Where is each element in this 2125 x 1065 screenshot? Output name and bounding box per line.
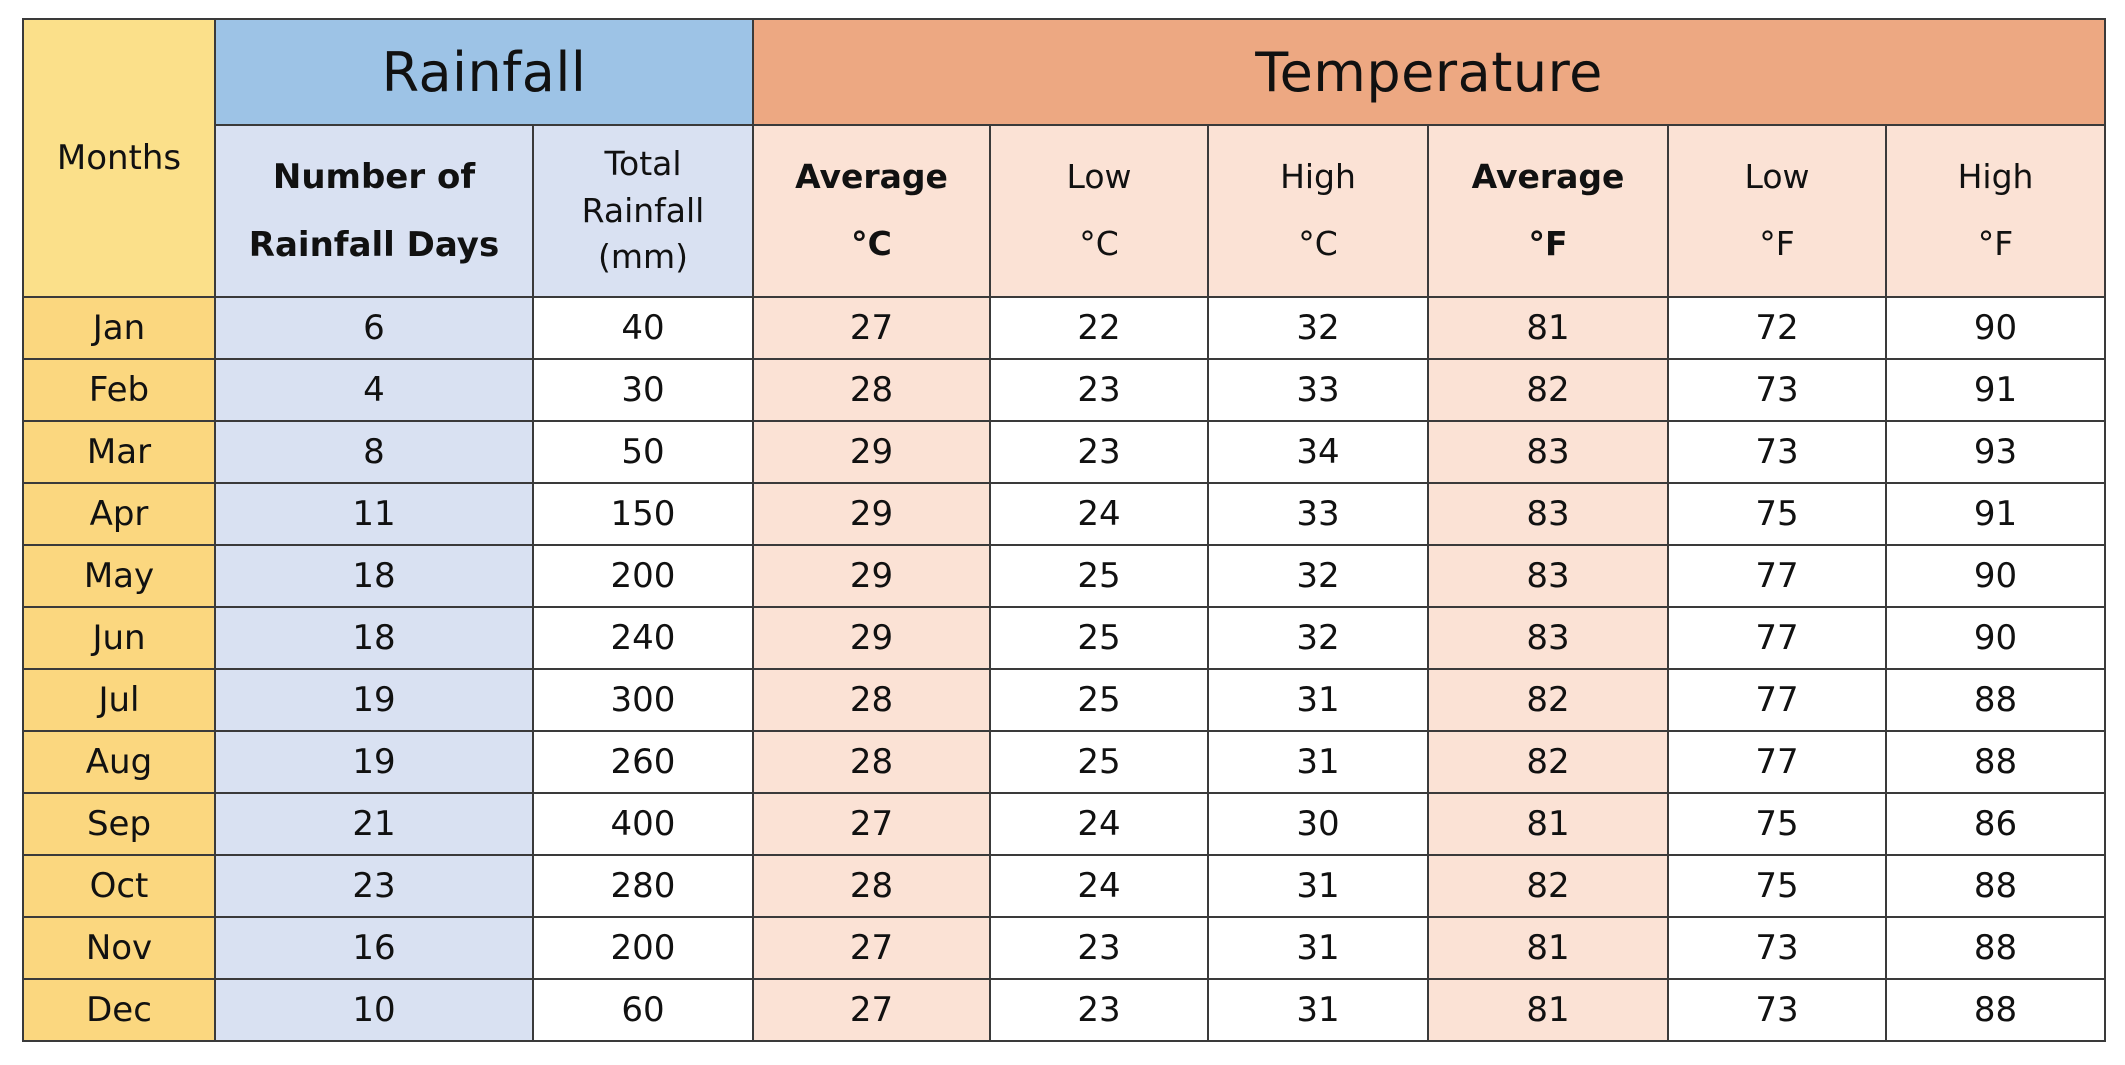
header-group-row (23, 19, 2105, 125)
cell-high_c: 31 (1208, 855, 1428, 917)
table-row (23, 793, 2105, 855)
cell-high_f: 86 (1886, 793, 2105, 855)
cell-total: 400 (533, 793, 753, 855)
cell-days: 11 (215, 483, 533, 545)
cell-low_f: 73 (1668, 917, 1886, 979)
cell-avg_c: 29 (753, 421, 990, 483)
table-row (23, 421, 2105, 483)
cell-total: 240 (533, 607, 753, 669)
table-row (23, 917, 2105, 979)
cell-month: Sep (23, 793, 215, 855)
cell-avg_f: 81 (1428, 979, 1668, 1041)
cell-avg_c: 27 (753, 297, 990, 359)
cell-avg_c: 28 (753, 669, 990, 731)
cell-month: Dec (23, 979, 215, 1041)
cell-avg_f: 82 (1428, 855, 1668, 917)
cell-days: 4 (215, 359, 533, 421)
header-low-c-line1: Low (1066, 157, 1132, 197)
table-row (23, 979, 2105, 1041)
header-total-rainfall-line3: (mm) (597, 237, 689, 277)
cell-month: Aug (23, 731, 215, 793)
header-group-rainfall: Rainfall (215, 19, 753, 125)
header-average-c-line2: °C (851, 224, 892, 263)
table-row (23, 731, 2105, 793)
cell-month: Jun (23, 607, 215, 669)
cell-avg_f: 81 (1428, 917, 1668, 979)
cell-avg_f: 82 (1428, 731, 1668, 793)
table-row (23, 669, 2105, 731)
cell-days: 23 (215, 855, 533, 917)
header-low-f-line2: °F (1759, 224, 1795, 263)
cell-low_c: 23 (990, 979, 1208, 1041)
cell-avg_c: 27 (753, 979, 990, 1041)
header-high-f (1886, 125, 2105, 297)
header-low-f (1668, 125, 1886, 297)
cell-avg_f: 83 (1428, 483, 1668, 545)
cell-low_f: 75 (1668, 793, 1886, 855)
cell-low_c: 24 (990, 855, 1208, 917)
header-low-c (990, 125, 1208, 297)
cell-avg_f: 82 (1428, 669, 1668, 731)
cell-days: 18 (215, 607, 533, 669)
cell-low_c: 25 (990, 731, 1208, 793)
table-body (23, 297, 2105, 1041)
cell-high_f: 88 (1886, 855, 2105, 917)
cell-avg_f: 83 (1428, 421, 1668, 483)
cell-days: 10 (215, 979, 533, 1041)
header-group-temperature: Temperature (753, 19, 2105, 125)
cell-low_c: 24 (990, 483, 1208, 545)
cell-total: 200 (533, 917, 753, 979)
cell-days: 19 (215, 731, 533, 793)
header-rainfall-days-line1: Number of (272, 156, 476, 197)
cell-low_c: 23 (990, 359, 1208, 421)
header-high-c (1208, 125, 1428, 297)
cell-low_f: 73 (1668, 359, 1886, 421)
header-months: Months (23, 19, 215, 297)
cell-high_f: 88 (1886, 731, 2105, 793)
cell-avg_c: 28 (753, 731, 990, 793)
header-rainfall-days-line2: Rainfall Days (248, 225, 500, 265)
cell-month: Mar (23, 421, 215, 483)
table-row (23, 297, 2105, 359)
cell-high_f: 88 (1886, 669, 2105, 731)
cell-month: Oct (23, 855, 215, 917)
cell-avg_f: 81 (1428, 793, 1668, 855)
cell-low_c: 22 (990, 297, 1208, 359)
cell-low_c: 23 (990, 917, 1208, 979)
cell-total: 30 (533, 359, 753, 421)
cell-total: 280 (533, 855, 753, 917)
header-low-c-line2: °C (1079, 224, 1119, 263)
cell-high_f: 90 (1886, 545, 2105, 607)
cell-avg_f: 82 (1428, 359, 1668, 421)
cell-month: Nov (23, 917, 215, 979)
cell-high_f: 88 (1886, 917, 2105, 979)
cell-total: 150 (533, 483, 753, 545)
cell-low_f: 73 (1668, 979, 1886, 1041)
cell-high_c: 32 (1208, 607, 1428, 669)
header-high-c-line1: High (1280, 157, 1356, 197)
cell-high_c: 32 (1208, 297, 1428, 359)
header-total-rainfall-line1: Total (604, 143, 682, 183)
cell-low_f: 77 (1668, 669, 1886, 731)
cell-avg_c: 27 (753, 793, 990, 855)
cell-low_f: 73 (1668, 421, 1886, 483)
cell-total: 50 (533, 421, 753, 483)
cell-high_c: 31 (1208, 979, 1428, 1041)
cell-high_c: 31 (1208, 669, 1428, 731)
cell-month: May (23, 545, 215, 607)
cell-low_f: 77 (1668, 545, 1886, 607)
cell-low_f: 75 (1668, 483, 1886, 545)
table-row (23, 359, 2105, 421)
cell-low_c: 25 (990, 545, 1208, 607)
cell-high_f: 91 (1886, 483, 2105, 545)
table-row (23, 607, 2105, 669)
cell-low_f: 75 (1668, 855, 1886, 917)
cell-avg_c: 28 (753, 855, 990, 917)
cell-month: Feb (23, 359, 215, 421)
cell-low_c: 24 (990, 793, 1208, 855)
header-low-f-line1: Low (1744, 157, 1810, 197)
header-average-c-line1: Average (795, 157, 948, 197)
cell-avg_f: 83 (1428, 545, 1668, 607)
cell-total: 260 (533, 731, 753, 793)
cell-month: Apr (23, 483, 215, 545)
cell-high_c: 33 (1208, 359, 1428, 421)
cell-month: Jul (23, 669, 215, 731)
cell-high_f: 90 (1886, 297, 2105, 359)
cell-days: 18 (215, 545, 533, 607)
cell-low_c: 23 (990, 421, 1208, 483)
table-header (23, 19, 2105, 297)
cell-month: Jan (23, 297, 215, 359)
cell-avg_c: 27 (753, 917, 990, 979)
cell-high_c: 31 (1208, 917, 1428, 979)
table-row (23, 545, 2105, 607)
cell-days: 8 (215, 421, 533, 483)
cell-avg_c: 29 (753, 607, 990, 669)
header-sub-row (23, 125, 2105, 297)
cell-high_c: 30 (1208, 793, 1428, 855)
cell-high_f: 88 (1886, 979, 2105, 1041)
cell-high_c: 33 (1208, 483, 1428, 545)
table-row (23, 855, 2105, 917)
cell-avg_f: 81 (1428, 297, 1668, 359)
cell-low_c: 25 (990, 607, 1208, 669)
header-average-c (753, 125, 990, 297)
cell-avg_c: 28 (753, 359, 990, 421)
cell-low_f: 77 (1668, 607, 1886, 669)
cell-high_c: 31 (1208, 731, 1428, 793)
cell-total: 60 (533, 979, 753, 1041)
header-high-c-line2: °C (1298, 224, 1338, 263)
cell-avg_c: 29 (753, 545, 990, 607)
header-total-rainfall (533, 125, 753, 297)
cell-total: 200 (533, 545, 753, 607)
cell-high_c: 32 (1208, 545, 1428, 607)
header-average-f-line2: °F (1528, 224, 1568, 263)
cell-avg_c: 29 (753, 483, 990, 545)
cell-low_f: 72 (1668, 297, 1886, 359)
cell-total: 300 (533, 669, 753, 731)
cell-low_c: 25 (990, 669, 1208, 731)
header-rainfall-days (215, 125, 533, 297)
cell-days: 16 (215, 917, 533, 979)
cell-high_f: 93 (1886, 421, 2105, 483)
cell-high_f: 90 (1886, 607, 2105, 669)
header-average-f-line1: Average (1471, 157, 1625, 197)
table-row (23, 483, 2105, 545)
cell-days: 19 (215, 669, 533, 731)
cell-total: 40 (533, 297, 753, 359)
header-high-f-line1: High (1957, 157, 2034, 197)
cell-days: 6 (215, 297, 533, 359)
cell-high_f: 91 (1886, 359, 2105, 421)
cell-avg_f: 83 (1428, 607, 1668, 669)
header-high-f-line2: °F (1977, 224, 2014, 263)
cell-days: 21 (215, 793, 533, 855)
header-total-rainfall-line2: Rainfall (581, 190, 705, 230)
header-average-f (1428, 125, 1668, 297)
cell-high_c: 34 (1208, 421, 1428, 483)
cell-low_f: 77 (1668, 731, 1886, 793)
climate-data-table (22, 18, 2106, 1042)
